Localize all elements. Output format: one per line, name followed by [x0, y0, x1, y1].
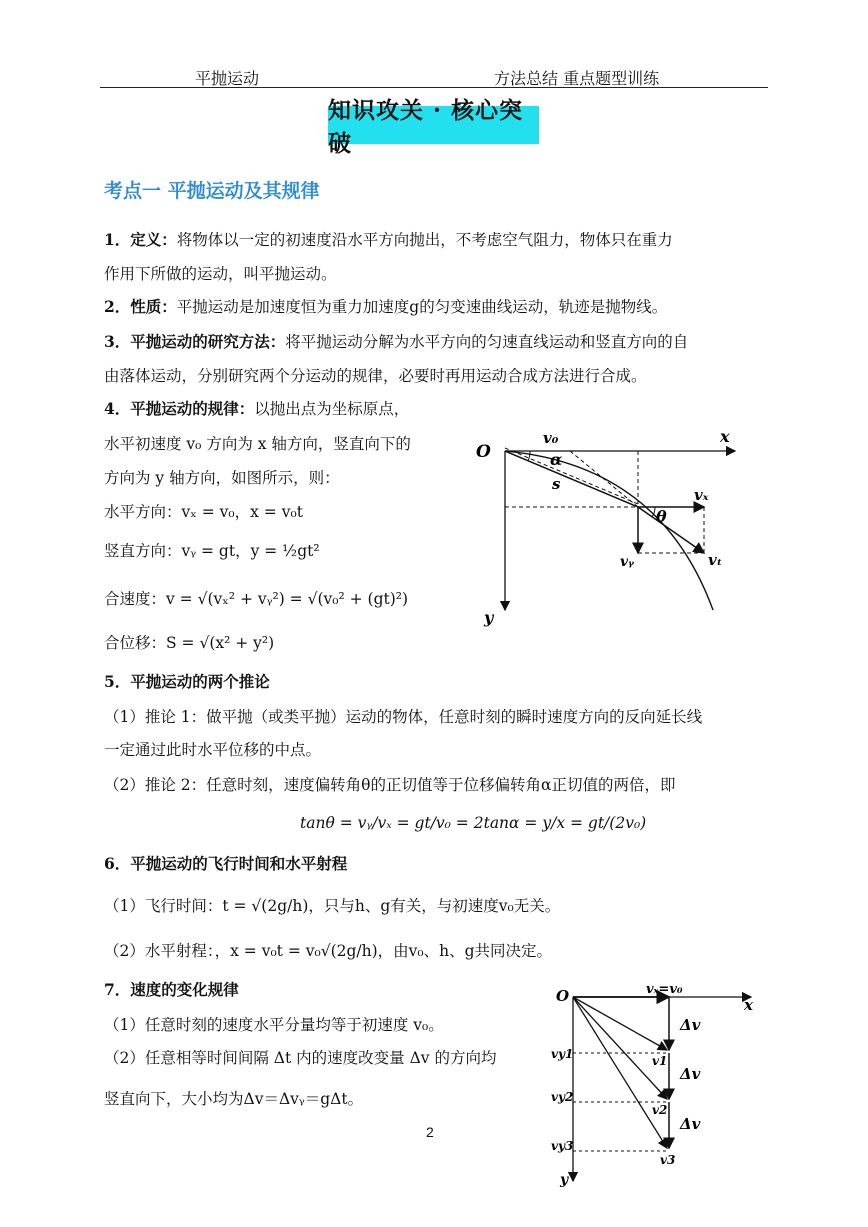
v2-vector — [573, 997, 667, 1099]
formula-displacement: 合位移：S = √(x² + y²) — [104, 634, 275, 652]
vy2-label: vy2 — [551, 1090, 574, 1104]
item-1-text: 将物体以一定的初速度沿水平方向抛出，不考虑空气阻力，物体只在重力 — [176, 231, 673, 249]
item-3 — [104, 331, 768, 353]
vy1-label: vy1 — [551, 1047, 574, 1061]
velocity-change-diagram — [548, 978, 768, 1193]
v2-label: v2 — [652, 1103, 668, 1117]
item-2-text: 平抛运动是加速度恒为重力加速度g的匀变速曲线运动，轨迹是抛物线。 — [176, 298, 668, 316]
item-4-text: 以抛出点为坐标原点， — [254, 400, 410, 418]
v3-label: v3 — [660, 1153, 676, 1167]
corollary-formula: tanθ = vᵧ/vₓ = gt/v₀ = 2tanα = y/x = gt/(2v₀) — [300, 814, 647, 832]
x-label: x — [720, 427, 730, 446]
vy3-label: vy3 — [551, 1139, 574, 1153]
velocity-rule-2: （2）任意相等时间间隔 Δt 内的速度改变量 Δv 的方向均 — [104, 1049, 497, 1067]
item-2 — [104, 296, 768, 318]
corollary-1: （1）推论 1：做平抛（或类平抛）运动的物体，任意时刻的瞬时速度方向的反向延长线 — [104, 708, 703, 726]
header-right: 方法总结 重点题型训练 — [494, 69, 660, 88]
item-3-cont: 由落体运动，分别研究两个分运动的规律，必要时再用运动合成方法进行合成。 — [104, 367, 647, 385]
section-title: 考点一 平抛运动及其规律 — [104, 180, 320, 202]
item-5-label: 5．平抛运动的两个推论 — [104, 672, 270, 691]
s-label: s — [552, 475, 561, 493]
corollary-1-cont: 一定通过此时水平位移的中点。 — [104, 741, 322, 759]
horizontal-range: （2）水平射程：，x = v₀t = v₀√(2g/h)，由v₀、h、g共同决定。 — [104, 942, 553, 960]
item-7-label: 7．速度的变化规律 — [104, 980, 239, 999]
v0-label: v₀ — [543, 429, 559, 447]
item-6-label: 6．平抛运动的飞行时间和水平射程 — [104, 854, 348, 873]
vx-label: vₓ — [694, 486, 709, 504]
projectile-diagram — [470, 420, 770, 635]
item-4-line3: 方向为 y 轴方向，如图所示，则： — [104, 469, 340, 487]
header-left: 平抛运动 — [195, 69, 260, 88]
trajectory — [505, 451, 713, 610]
alpha-label: α — [550, 450, 563, 469]
y-label: y — [484, 608, 494, 627]
velocity-rule-3: 竖直向下，大小均为Δv＝Δvᵧ＝gΔt。 — [104, 1090, 364, 1108]
page-number: 2 — [426, 1124, 434, 1140]
item-1-label: 1．定义： — [104, 230, 177, 249]
formula-horizontal: 水平方向：vₓ = v₀，x = v₀t — [104, 503, 303, 521]
vt-vector — [638, 507, 704, 553]
banner-title: 知识攻关 · 核心突破 — [328, 106, 539, 144]
origin-label: O — [476, 442, 491, 462]
theta-label: θ — [656, 507, 667, 526]
dv-label-1: Δv — [680, 1016, 701, 1034]
item-3-label: 3．平抛运动的研究方法： — [104, 332, 286, 351]
x-label-2: x — [744, 996, 753, 1014]
displacement-vector — [505, 451, 638, 507]
item-4-line2: 水平初速度 v₀ 方向为 x 轴方向，竖直向下的 — [104, 435, 411, 453]
formula-velocity: 合速度：v = √(vₓ² + vᵧ²) = √(v₀² + (gt)²) — [104, 590, 409, 608]
velocity-rule-1: （1）任意时刻的速度水平分量均等于初速度 v₀。 — [104, 1016, 444, 1034]
v3-vector — [573, 997, 667, 1148]
vx-v0-label: vₓ=v₀ — [646, 982, 683, 997]
y-label-2: y — [560, 1172, 569, 1188]
header-rule — [100, 87, 768, 88]
tangent-extension — [570, 451, 638, 507]
corollary-2: （2）推论 2：任意时刻，速度偏转角θ的正切值等于位移偏转角α正切值的两倍，即 — [104, 776, 676, 794]
item-3-text: 将平抛运动分解为水平方向的匀速直线运动和竖直方向的自 — [285, 333, 689, 351]
flight-time: （1）飞行时间：t = √(2g/h)，只与h、g有关，与初速度v₀无关。 — [104, 897, 561, 915]
item-1 — [104, 229, 768, 251]
item-2-label: 2．性质： — [104, 297, 177, 316]
item-4 — [104, 398, 768, 420]
v1-label: v1 — [652, 1054, 668, 1068]
dv-label-2: Δv — [680, 1065, 701, 1083]
vt-label: vₜ — [708, 551, 723, 569]
v1-vector — [573, 997, 667, 1050]
origin-label-2: O — [556, 987, 570, 1005]
item-4-label: 4．平抛运动的规律： — [104, 399, 255, 418]
item-1-cont: 作用下所做的运动，叫平抛运动。 — [104, 265, 337, 283]
formula-vertical: 竖直方向：vᵧ = gt，y = ½gt² — [104, 542, 320, 560]
dv-label-3: Δv — [680, 1115, 701, 1133]
vy-label: vᵧ — [620, 554, 634, 570]
